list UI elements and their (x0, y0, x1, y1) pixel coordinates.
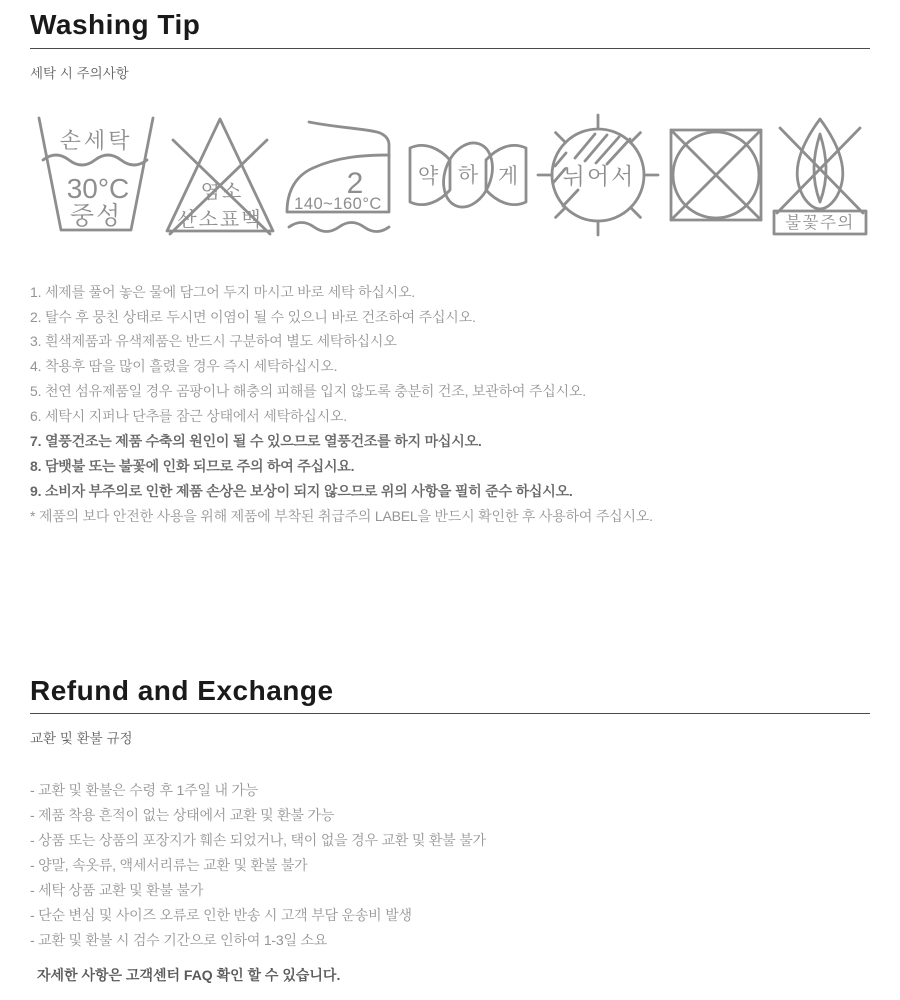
refund-exchange-section (30, 674, 870, 985)
washing-tip-subtitle: 세탁 시 주의사항 (30, 65, 129, 81)
hand-wash-30c-icon (30, 114, 160, 236)
refund-rule: - 제품 착용 흔적이 없는 상태에서 교환 및 환불 가능 (30, 807, 335, 824)
flame-caution-icon (770, 114, 870, 236)
svg-text:140~160°C: 140~160°C (293, 194, 382, 213)
care-symbol-iron (281, 114, 401, 236)
care-symbols-row (30, 110, 870, 240)
refund-rule: - 교환 및 환불 시 검수 기간으로 인하여 1-3일 소요 (30, 931, 328, 948)
svg-text:30°C: 30°C (66, 172, 130, 204)
care-symbol-flame-caution (770, 114, 870, 236)
wring-gently-icon (405, 136, 531, 214)
washing-instruction: 3. 흰색제품과 유색제품은 반드시 구분하여 별도 세탁하십시오 (30, 333, 397, 350)
care-symbol-dry-flat (535, 112, 661, 238)
refund-rule: - 양말, 속옷류, 액세서리류는 교환 및 환불 불가 (30, 856, 308, 873)
iron-temperature-icon (281, 114, 401, 236)
washing-instruction: 6. 세탁시 지퍼나 단추를 잠근 상태에서 세탁하십시오. (30, 408, 347, 425)
washing-instruction-important: 8. 담뱃불 또는 불꽃에 인화 되므로 주의 하여 주십시요. (30, 457, 355, 474)
washing-instruction-note: * 제품의 보다 안전한 사용을 위해 제품에 부착된 취급주의 LABEL을 반드시 확인한 후 사용하여 주십시오. (30, 507, 653, 524)
svg-text:중성: 중성 (69, 201, 123, 230)
svg-text:하: 하 (457, 163, 479, 187)
refund-exchange-subtitle: 교환 및 환불 규정 (30, 731, 133, 747)
care-symbol-no-tumble-dry (666, 125, 766, 225)
svg-text:2: 2 (346, 166, 363, 200)
no-bleach-icon (164, 114, 276, 236)
svg-text:뉘어서: 뉘어서 (562, 162, 636, 189)
no-tumble-dry-icon (666, 125, 766, 225)
washing-instruction-important: 9. 소비자 부주의로 인한 제품 손상은 보상이 되지 않으므로 위의 사항을 필히 준수 하십시오. (30, 482, 573, 499)
refund-exchange-title: Refund and Exchange (30, 674, 870, 715)
washing-instruction: 1. 세제를 풀어 놓은 물에 담그어 두지 마시고 바로 세탁 하십시오. (30, 283, 415, 300)
svg-text:산소표백: 산소표백 (177, 208, 263, 231)
washing-instruction: 2. 탈수 후 뭉친 상태로 두시면 이염이 될 수 있으니 바로 건조하여 주십시오. (30, 308, 476, 325)
washing-instruction-important: 7. 열풍건조는 제품 수축의 원인이 될 수 있으므로 열풍건조를 하지 마십시오. (30, 433, 482, 450)
washing-tip-title: Washing Tip (30, 8, 870, 49)
care-symbol-no-bleach (164, 114, 276, 236)
care-symbol-hand-wash (30, 114, 160, 236)
refund-rule: - 세탁 상품 교환 및 환불 불가 (30, 881, 204, 898)
svg-text:약: 약 (417, 164, 439, 188)
washing-tip-section (30, 8, 870, 529)
svg-text:불꽃주의: 불꽃주의 (785, 213, 855, 232)
svg-text:게: 게 (497, 164, 519, 188)
refund-rule: - 단순 변심 및 사이즈 오류로 인한 반송 시 고객 부담 운송비 발생 (30, 906, 412, 923)
refund-rule: - 교환 및 환불은 수령 후 1주일 내 가능 (30, 782, 259, 799)
washing-instruction: 4. 착용후 땀을 많이 흘렸을 경우 즉시 세탁하십시오. (30, 358, 338, 375)
washing-instructions-list (30, 280, 870, 529)
svg-text:염소: 염소 (201, 180, 244, 203)
washing-instruction: 5. 천연 섬유제품일 경우 곰팡이나 해충의 피해를 입지 않도록 충분히 건조, 보관하여 주십시오. (30, 383, 586, 400)
refund-rules-list (30, 778, 870, 952)
svg-text:손세탁: 손세탁 (59, 127, 133, 153)
refund-rule: - 상품 또는 상품의 포장지가 훼손 되었거나, 택이 없을 경우 교환 및 환불 불가 (30, 832, 486, 849)
dry-flat-shade-icon (535, 112, 661, 238)
care-symbol-wring (405, 136, 531, 214)
customer-center-faq-note: 자세한 사항은 고객센터 FAQ 확인 할 수 있습니다. (37, 966, 341, 983)
